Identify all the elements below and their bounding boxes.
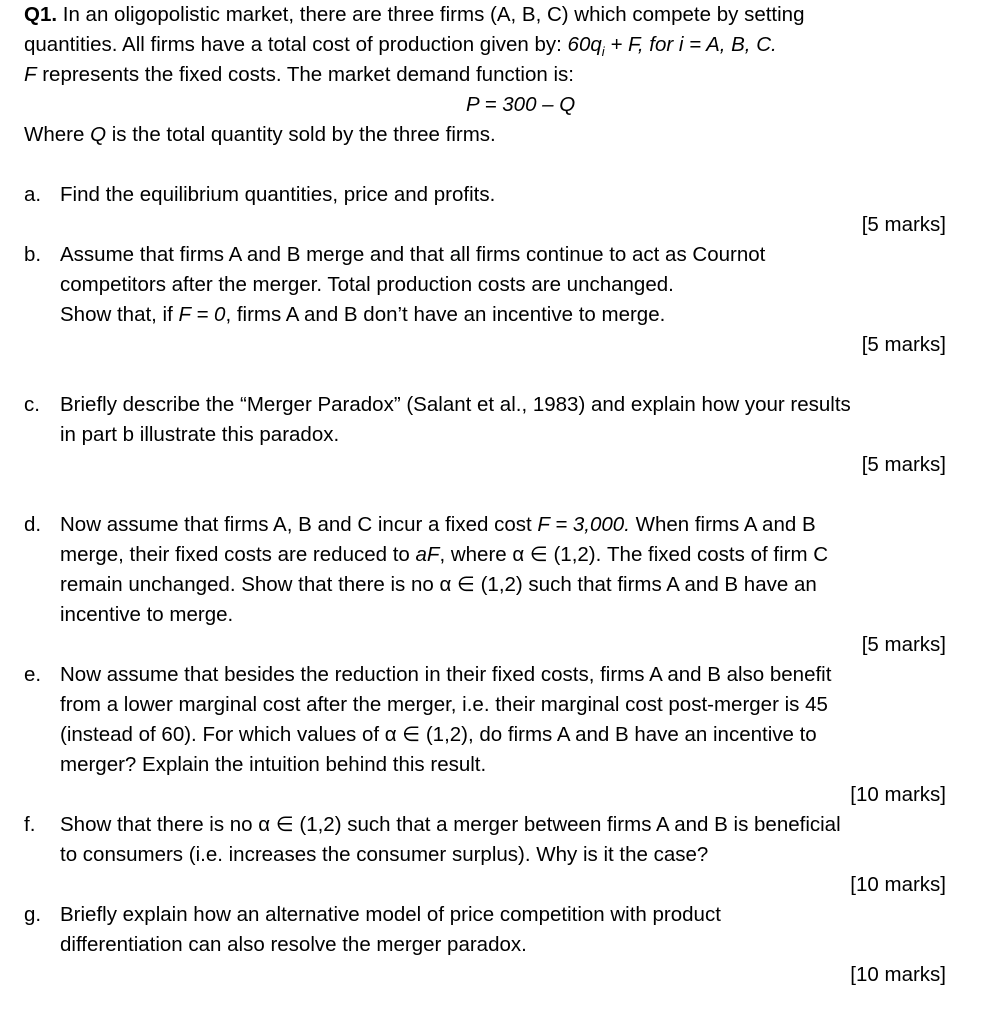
part-b-line-3-prefix: Show that, if	[60, 303, 179, 326]
part-d-fixed-cost: F = 3,000.	[537, 513, 630, 536]
part-e-label: e.	[24, 663, 42, 686]
part-b-condition: F = 0	[178, 303, 226, 326]
part-f-line-2: to consumers (i.e. increases the consumer surplus). Why is it the case?	[60, 843, 709, 866]
part-d-label: d.	[24, 513, 42, 536]
part-d-line-2	[60, 540, 828, 570]
part-c-marks: [5 marks]	[861, 453, 946, 476]
part-d-marks: [5 marks]	[861, 633, 946, 656]
where-suffix: is the total quantity sold by the three firms.	[106, 123, 496, 146]
part-e-marks: [10 marks]	[850, 783, 946, 806]
part-a-line-1: Find the equilibrium quantities, price and profits.	[60, 183, 496, 206]
part-d-line-2-prefix: merge, their fixed costs are reduced to	[60, 543, 416, 566]
demand-function: P = 300 – Q	[466, 93, 576, 116]
part-g-label: g.	[24, 903, 42, 926]
question-intro-text-1: In an oligopolistic market, there are three firms (A, B, C) which compete by setting	[62, 3, 805, 26]
question-intro-text-3: represents the fixed costs. The market demand function is:	[36, 63, 574, 86]
part-c-line-1: Briefly describe the “Merger Paradox” (Salant et al., 1983) and explain how your results	[60, 393, 851, 416]
part-d-line-1	[60, 510, 816, 540]
part-b-marks: [5 marks]	[861, 333, 946, 356]
part-e-line-3: (instead of 60). For which values of α ∈ (1,2), do firms A and B have an incentive to	[60, 723, 817, 746]
part-f-label: f.	[24, 813, 36, 836]
part-g-line-2: differentiation can also resolve the merger paradox.	[60, 933, 527, 956]
fixed-cost-var: F	[24, 63, 37, 86]
part-b-label: b.	[24, 243, 42, 266]
cost-formula	[567, 33, 777, 60]
cost-formula-suffix: + F, for i = A, B, C.	[604, 33, 777, 56]
part-c-line-2: in part b illustrate this paradox.	[60, 423, 340, 446]
part-d-line-3: remain unchanged. Show that there is no α ∈ (1,2) such that firms A and B have an	[60, 573, 817, 596]
where-var: Q	[90, 123, 107, 146]
part-f-marks: [10 marks]	[850, 873, 946, 896]
where-prefix: Where	[24, 123, 91, 146]
part-d-line-4: incentive to merge.	[60, 603, 234, 626]
part-a-label: a.	[24, 183, 42, 206]
part-e-line-1: Now assume that besides the reduction in their fixed costs, firms A and B also benefit	[60, 663, 832, 686]
question-intro-line-1	[24, 0, 804, 30]
part-g-marks: [10 marks]	[850, 963, 946, 986]
cost-formula-subscript: i	[601, 44, 605, 60]
part-d-reduced-cost: aF	[415, 543, 440, 566]
part-g-line-1: Briefly explain how an alternative model of price competition with product	[60, 903, 721, 926]
part-d-line-1-suffix: When firms A and B	[629, 513, 816, 536]
part-c-label: c.	[24, 393, 40, 416]
question-intro-line-3	[24, 60, 574, 90]
part-d-line-1-prefix: Now assume that firms A, B and C incur a fixed cost	[60, 513, 538, 536]
part-a-marks: [5 marks]	[861, 213, 946, 236]
part-b-line-3-suffix: , firms A and B don’t have an incentive to merge.	[225, 303, 666, 326]
part-b-line-2: competitors after the merger. Total production costs are unchanged.	[60, 273, 674, 296]
part-e-line-2: from a lower marginal cost after the merger, i.e. their marginal cost post-merger is 45	[60, 693, 828, 716]
cost-formula-main: 60q	[567, 33, 602, 56]
part-e-line-4: merger? Explain the intuition behind this result.	[60, 753, 487, 776]
part-d-line-2-suffix: , where α ∈ (1,2). The fixed costs of firm C	[439, 543, 829, 566]
part-b-line-3	[60, 300, 665, 330]
question-where-line	[24, 120, 496, 150]
part-f-line-1: Show that there is no α ∈ (1,2) such that a merger between firms A and B is beneficial	[60, 813, 841, 836]
question-intro-text-2: quantities. All firms have a total cost of production given by:	[24, 33, 568, 56]
question-number: Q1.	[24, 3, 58, 26]
part-b-line-1: Assume that firms A and B merge and that all firms continue to act as Cournot	[60, 243, 766, 266]
